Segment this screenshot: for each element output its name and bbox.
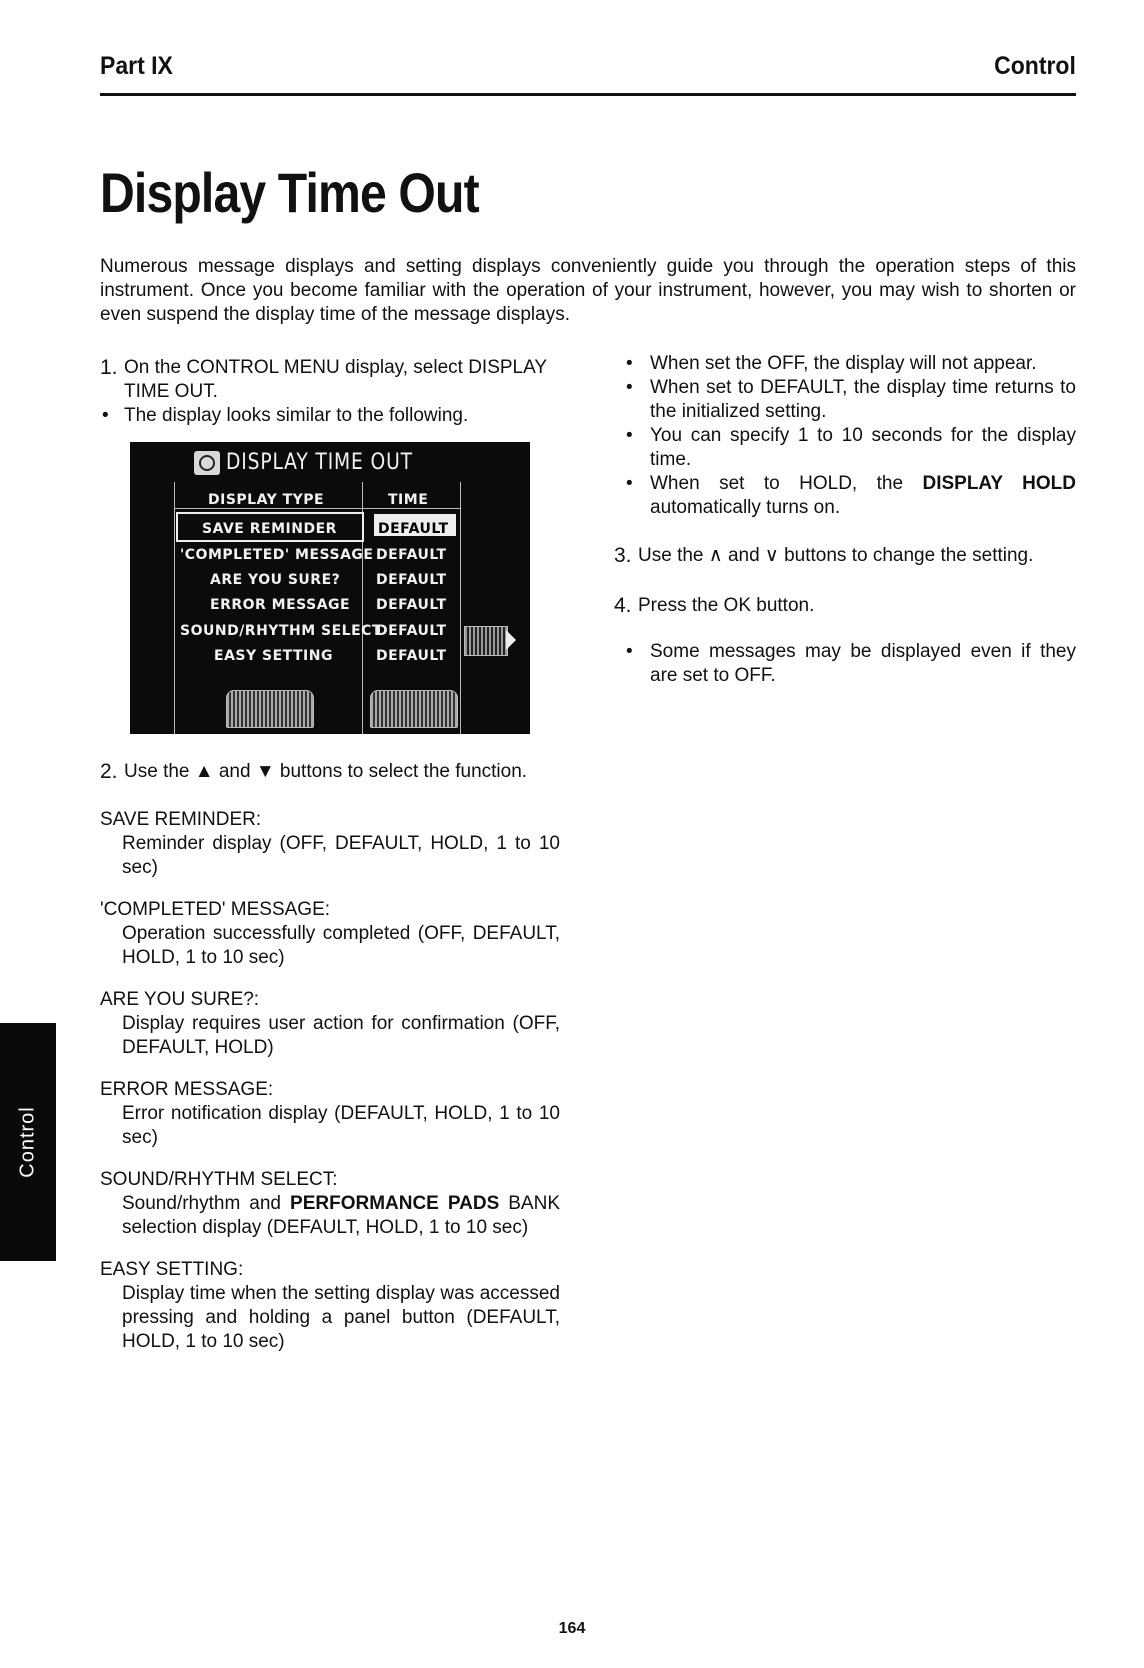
left-column bbox=[100, 356, 560, 1372]
step-1-text: On the CONTROL MENU display, select DISPLAY TIME OUT. bbox=[124, 357, 547, 402]
lcd-row-type[interactable]: ARE YOU SURE? bbox=[210, 572, 341, 588]
lcd-col-header-time: TIME bbox=[388, 492, 429, 508]
step-1-bullet: • The display looks similar to the following. bbox=[100, 404, 560, 428]
function-item bbox=[100, 808, 560, 880]
lcd-title: DISPLAY TIME OUT bbox=[226, 450, 413, 475]
function-list bbox=[100, 808, 560, 1354]
lcd-title-bar bbox=[194, 448, 446, 478]
function-desc: Error notification display (DEFAULT, HOLD, 1 to 10 sec) bbox=[122, 1103, 560, 1148]
function-name: ARE YOU SURE?: bbox=[100, 989, 260, 1010]
lcd-row-time[interactable]: DEFAULT bbox=[376, 648, 447, 664]
function-desc: Display time when the setting display was accessed pressing and holding a panel button (DEFAULT, HOLD, 1 to 10 sec) bbox=[122, 1283, 560, 1352]
step-3-number: 3. bbox=[614, 544, 632, 567]
page-title: Display Time Out bbox=[100, 161, 479, 224]
function-item bbox=[100, 1078, 560, 1150]
function-item bbox=[100, 898, 560, 970]
note-bullet bbox=[614, 472, 1076, 520]
step-1-number: 1. bbox=[100, 356, 118, 379]
lcd-divider bbox=[174, 482, 175, 734]
function-desc-text: Sound/rhythm and bbox=[122, 1193, 291, 1214]
step-3 bbox=[614, 544, 1076, 568]
performance-pads-label: PERFORMANCE PADS bbox=[290, 1193, 500, 1214]
lcd-ok-button[interactable] bbox=[464, 626, 508, 656]
lcd-row-type[interactable]: EASY SETTING bbox=[214, 648, 333, 664]
step-2-text: Use the ▲ and ▼ buttons to select the function. bbox=[124, 761, 528, 782]
step-1 bbox=[100, 356, 560, 404]
lcd-display bbox=[130, 442, 530, 734]
function-name: 'COMPLETED' MESSAGE: bbox=[100, 899, 331, 920]
function-desc: Display requires user action for confirmation (OFF, DEFAULT, HOLD) bbox=[122, 1013, 560, 1058]
step-4 bbox=[614, 594, 1076, 618]
lcd-value-button[interactable] bbox=[370, 690, 458, 728]
lcd-row-type[interactable]: SOUND/RHYTHM SELECT bbox=[180, 623, 382, 639]
note-bullet: • You can specify 1 to 10 seconds for the display time. bbox=[614, 424, 1076, 472]
lcd-divider bbox=[460, 482, 461, 734]
note-bullet: • When set the OFF, the display will not appear. bbox=[614, 352, 1076, 376]
header-section: Control bbox=[994, 52, 1076, 80]
side-tab-label: Control bbox=[16, 1106, 39, 1178]
function-desc bbox=[100, 1192, 560, 1240]
step-4-text: Press the OK button. bbox=[638, 595, 815, 616]
lcd-row-type[interactable]: SAVE REMINDER bbox=[202, 521, 337, 537]
page-number: 164 bbox=[558, 1620, 586, 1637]
side-tab bbox=[0, 1023, 56, 1261]
function-name: SOUND/RHYTHM SELECT: bbox=[100, 1169, 338, 1190]
right-column bbox=[614, 352, 1076, 688]
clock-icon bbox=[194, 451, 220, 475]
function-desc: Reminder display (OFF, DEFAULT, HOLD, 1 to 10 sec) bbox=[122, 833, 560, 878]
header-part: Part IX bbox=[100, 52, 173, 80]
function-item bbox=[100, 988, 560, 1060]
step-2-number: 2. bbox=[100, 760, 118, 783]
note-bullet: • Some messages may be displayed even if they are set to OFF. bbox=[614, 640, 1076, 688]
header-rule bbox=[100, 93, 1076, 96]
function-name: EASY SETTING: bbox=[100, 1259, 244, 1280]
step-2 bbox=[100, 760, 560, 784]
lcd-row-time[interactable]: DEFAULT bbox=[376, 623, 447, 639]
lcd-row-type[interactable]: 'COMPLETED' MESSAGE bbox=[180, 547, 374, 563]
lcd-col-header-type: DISPLAY TYPE bbox=[208, 492, 325, 508]
note-bullet: • When set to DEFAULT, the display time returns to the initialized setting. bbox=[614, 376, 1076, 424]
note-text: automatically turns on. bbox=[650, 497, 841, 518]
function-desc: Operation successfully completed (OFF, DEFAULT, HOLD, 1 to 10 sec) bbox=[122, 923, 560, 968]
lcd-row-time[interactable]: DEFAULT bbox=[376, 572, 447, 588]
lcd-row-type[interactable]: ERROR MESSAGE bbox=[210, 597, 351, 613]
note-text: When set to HOLD, the bbox=[650, 473, 923, 494]
function-name: ERROR MESSAGE: bbox=[100, 1079, 274, 1100]
function-name: SAVE REMINDER: bbox=[100, 809, 262, 830]
function-desc-text: BANK selection display (DEFAULT, HOLD, 1 to 10 sec) bbox=[122, 1193, 560, 1238]
step-4-number: 4. bbox=[614, 594, 632, 617]
step-3-text: Use the ∧ and ∨ buttons to change the setting. bbox=[638, 545, 1034, 566]
right-arrow-icon bbox=[506, 630, 516, 650]
lcd-row-time[interactable]: DEFAULT bbox=[376, 597, 447, 613]
lcd-row-time[interactable]: DEFAULT bbox=[376, 547, 447, 563]
lcd-row-time[interactable]: DEFAULT bbox=[378, 521, 449, 537]
display-hold-label: DISPLAY HOLD bbox=[922, 473, 1076, 494]
function-item bbox=[100, 1258, 560, 1354]
function-item bbox=[100, 1168, 560, 1240]
lcd-scroll-down-button[interactable] bbox=[226, 690, 314, 728]
intro-paragraph: Numerous message displays and setting displays conveniently guide you through the operation steps of this instrument. Once you become familiar with the operation of your instrument, however, you may wish to shorten or even suspend the display time of the message displays. bbox=[100, 256, 1076, 325]
